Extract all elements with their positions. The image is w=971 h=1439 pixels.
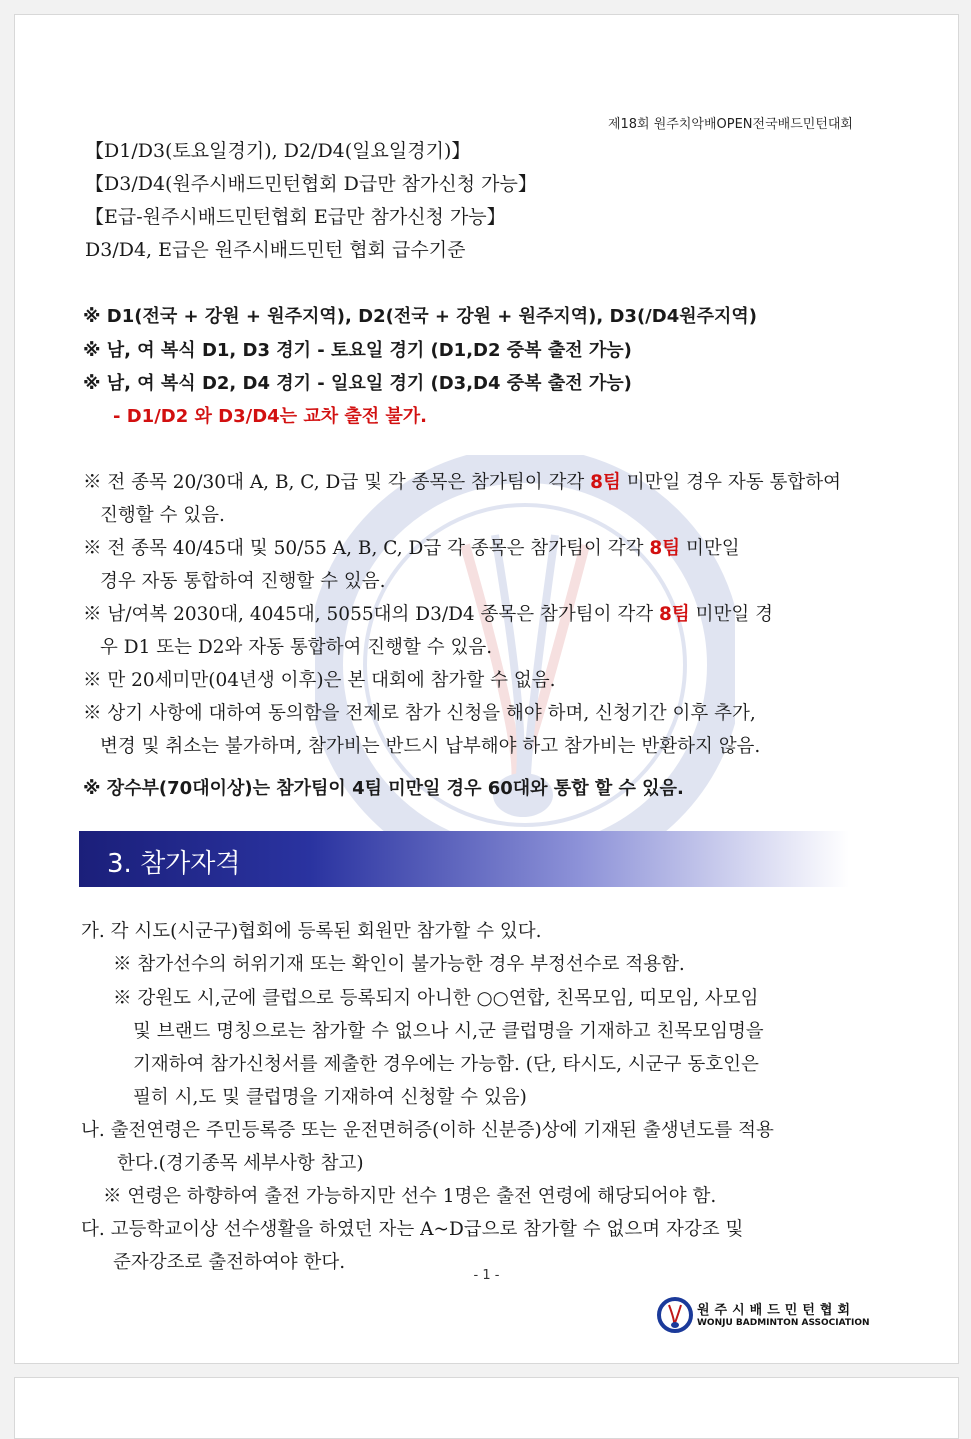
bold-note-1: ※ D1(전국 + 강원 + 원주지역), D2(전국 + 강원 + 원주지역), D3(/D4원주지역) (83, 306, 757, 327)
note-2-cont: 경우 자동 통합하여 진행할 수 있음. (100, 571, 386, 592)
page-number: - 1 - (473, 1268, 500, 1283)
note-2-team-count: 8팀 (649, 538, 681, 559)
note-5: ※ 상기 사항에 대하여 동의함을 전제로 참가 신청을 해야 하며, 신청기간 이후 추가, (83, 703, 756, 724)
qualification-na-note: ※ 연령은 하향하여 출전 가능하지만 선수 1명은 출전 연령에 해당되어야 함. (103, 1186, 717, 1207)
qualification-na: 나. 출전연령은 주민등록증 또는 운전면허증(이하 신분증)상에 기재된 출생년도를 적용 (81, 1120, 774, 1141)
note-1-text-a: ※ 전 종목 20/30대 A, B, C, D급 및 각 종목은 참가팀이 각각 (83, 472, 591, 493)
qualification-na-cont: 한다.(경기종목 세부사항 참고) (117, 1153, 364, 1174)
note-6-senior-division: ※ 장수부(70대이상)는 참가팀이 4팀 미만일 경우 60대와 통합 할 수 있음. (83, 778, 684, 799)
document-header-title: 제18회 원주치악배OPEN전국배드민턴대회 (607, 117, 853, 132)
note-2 (83, 534, 740, 560)
qualification-ga-note-2: ※ 강원도 시,군에 클럽으로 등록되지 아니한 ○○연합, 친목모임, 띠모임, 사모임 (113, 988, 759, 1009)
qualification-da: 다. 고등학교이상 선수생활을 하였던 자는 A~D급으로 참가할 수 없으며 자강조 및 (81, 1219, 744, 1240)
qualification-ga: 가. 각 시도(시군구)협회에 등록된 회원만 참가할 수 있다. (81, 921, 542, 942)
cross-entry-warning: - D1/D2 와 D3/D4는 교차 출전 불가. (113, 406, 428, 427)
bracket-line-1: 【D1/D3(토요일경기), D2/D4(일요일경기)】 (85, 140, 471, 162)
footer-logo (655, 1297, 870, 1337)
footer-logo-name-ko: 원주시배드민턴협회 (697, 1303, 856, 1318)
note-5-cont: 변경 및 취소는 불가하며, 참가비는 반드시 납부해야 하고 참가비는 반환하지 않음. (100, 736, 761, 757)
note-4: ※ 만 20세미만(04년생 이후)은 본 대회에 참가할 수 없음. (83, 670, 556, 691)
note-1-text-b: 미만일 경우 자동 통합하여 (620, 472, 841, 493)
qualification-ga-note-2-l3: 기재하여 참가신청서를 제출한 경우에는 가능함. (단, 타시도, 시군구 동호인은 (133, 1054, 759, 1075)
note-1-team-count: 8팀 (590, 472, 621, 493)
qualification-ga-note-1: ※ 참가선수의 허위기재 또는 확인이 불가능한 경우 부정선수로 적용함. (113, 954, 685, 975)
note-3 (83, 600, 773, 626)
section-title: 3. 참가자격 (107, 849, 241, 879)
association-logo-icon (657, 1297, 693, 1333)
note-3-cont: 우 D1 또는 D2와 자동 통합하여 진행할 수 있음. (100, 637, 493, 658)
note-3-text-b: 미만일 경 (689, 604, 774, 625)
note-3-team-count: 8팀 (659, 604, 690, 625)
note-1 (83, 468, 841, 494)
note-2-text-b: 미만일 (680, 538, 740, 559)
association-watermark-icon (315, 455, 735, 875)
bold-note-3: ※ 남, 여 복식 D2, D4 경기 - 일요일 경기 (D3,D4 중복 출전 가능) (83, 373, 632, 394)
section-header-eligibility (79, 831, 849, 887)
note-3-text-a: ※ 남/여복 2030대, 4045대, 5055대의 D3/D4 종목은 참가팀이 각각 (83, 604, 660, 625)
bracket-line-3: 【E급-원주시배드민턴협회 E급만 참가신청 가능】 (85, 206, 506, 228)
bracket-line-2: 【D3/D4(원주시배드민턴협회 D급만 참가신청 가능】 (85, 173, 537, 195)
qualification-da-cont: 준자강조로 출전하여야 한다. (113, 1252, 346, 1273)
qualification-ga-note-2-l2: 및 브랜드 명칭으로는 참가할 수 없으나 시,군 클럽명을 기재하고 친목모임명을 (133, 1021, 764, 1042)
bracket-line-4: D3/D4, E급은 원주시배드민턴 협회 급수기준 (85, 239, 466, 261)
qualification-ga-note-2-l4: 필히 시,도 및 클럽명을 기재하여 신청할 수 있음) (133, 1087, 527, 1108)
bold-note-2: ※ 남, 여 복식 D1, D3 경기 - 토요일 경기 (D1,D2 중복 출전 가능) (83, 340, 632, 361)
footer-logo-name-en: WONJU BADMINTON ASSOCIATION (697, 1318, 870, 1328)
document-page (14, 14, 959, 1364)
next-page-edge (14, 1377, 959, 1439)
note-1-cont: 진행할 수 있음. (100, 505, 225, 526)
note-2-text-a: ※ 전 종목 40/45대 및 50/55 A, B, C, D급 각 종목은 참가팀이 각각 (83, 538, 650, 559)
